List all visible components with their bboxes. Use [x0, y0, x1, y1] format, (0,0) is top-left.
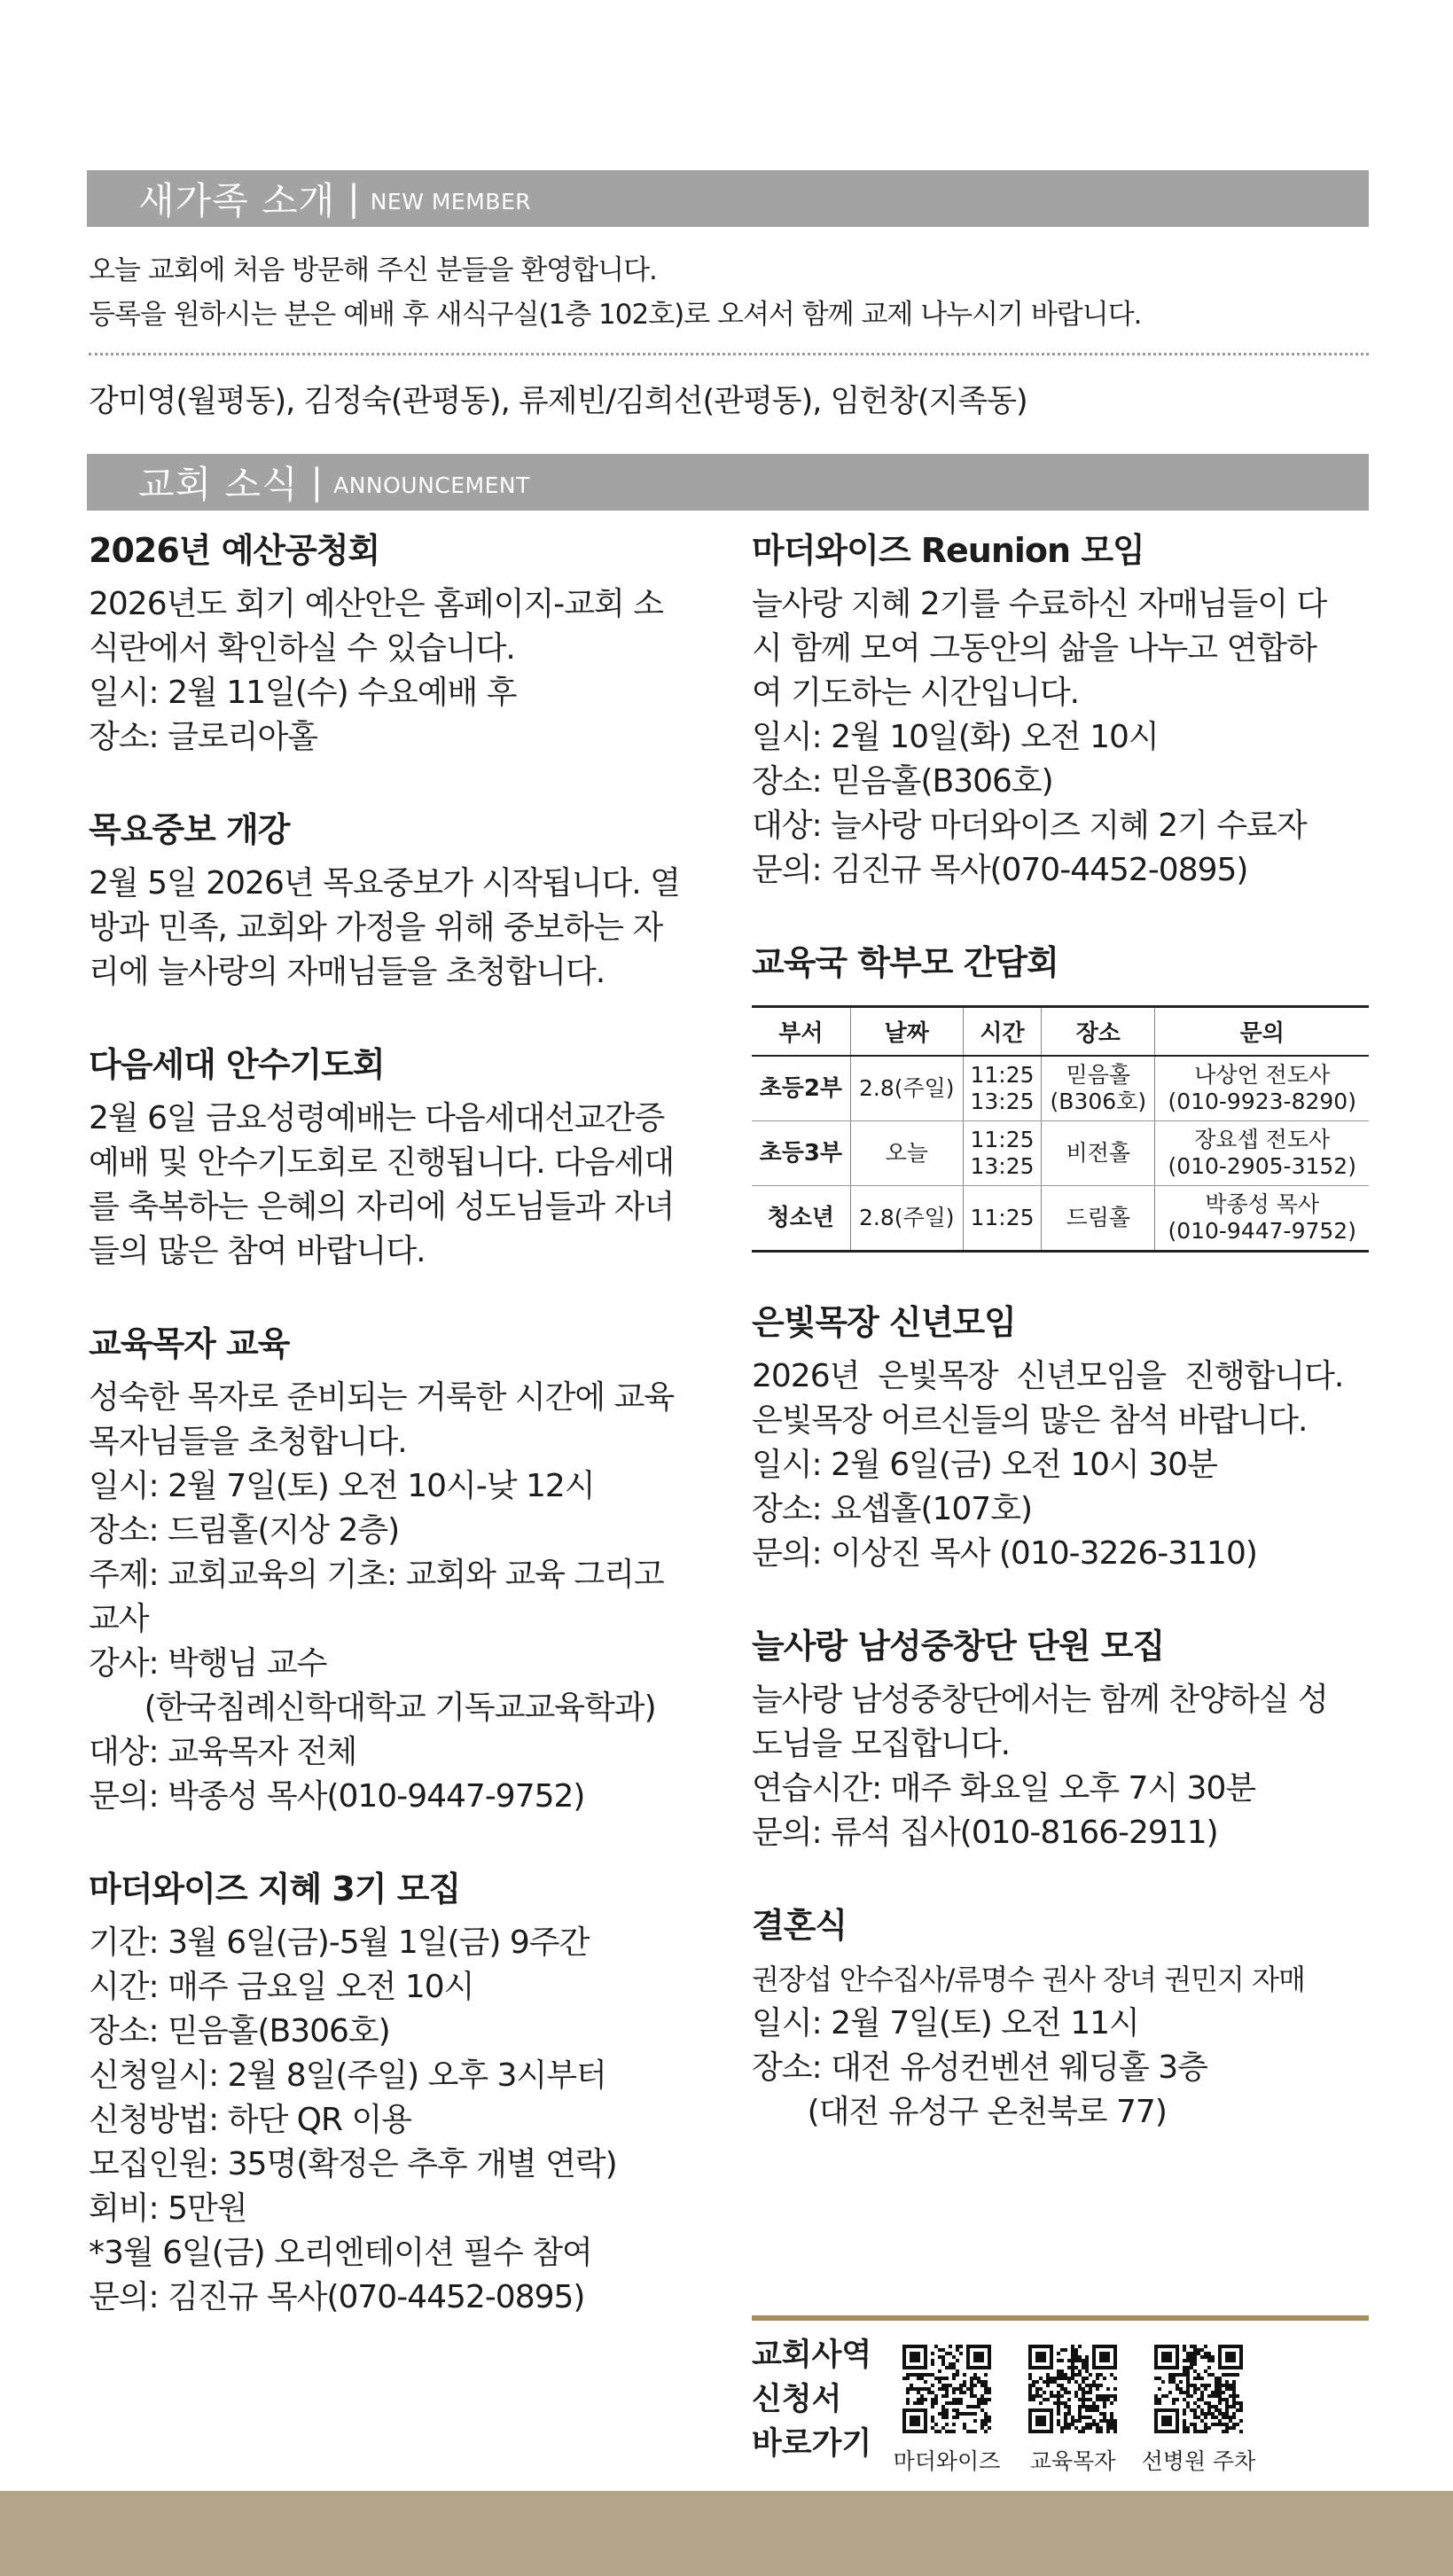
section-line: 여 기도하는 시간입니다. [752, 675, 1080, 711]
section-title: 교육국 학부모 간담회 [752, 943, 1059, 982]
qr-label-line: 교회사역 [752, 2338, 872, 2373]
table-cell-time: 11:25 [963, 1186, 1041, 1252]
new-member-header [87, 170, 1369, 227]
qr-label [752, 2333, 871, 2466]
section-line: 신청방법: 하단 QR 이용 [89, 2102, 412, 2138]
table-cell-date: 2.8(주일) [850, 1056, 963, 1121]
section-line: 도님을 모집합니다. [752, 1726, 1011, 1762]
section-line: 장소: 믿음홀(B306호) [89, 2013, 390, 2049]
section-line: 성숙한 목자로 준비되는 거룩한 시간에 교육 [89, 1379, 675, 1416]
table-cell-dept: 초등3부 [752, 1121, 850, 1186]
right-column [752, 527, 1381, 2182]
edu-table [752, 1005, 1369, 1253]
header-separator: | [310, 462, 324, 503]
intro-line: 오늘 교회에 처음 방문해 주신 분들을 환영합니다. [89, 254, 657, 286]
section-line: 시간: 매주 금요일 오전 10시 [89, 1969, 474, 2005]
announcement-title-en: ANNOUNCEMENT [333, 472, 530, 498]
section-line: 들의 많은 참여 바랍니다. [89, 1233, 426, 1269]
section-title: 2026년 예산공청회 [89, 531, 380, 570]
section-line: 일시: 2월 10일(화) 오전 10시 [752, 719, 1159, 755]
section-title: 결혼식 [752, 1906, 848, 1945]
intro-line: 등록을 원하시는 분은 예배 후 새식구실(1층 102호)로 오셔서 함께 교제 나누시기 바랍니다. [89, 299, 1142, 331]
announcement-section [89, 527, 718, 760]
table-cell-place: 믿음홀 (B306호) [1042, 1056, 1155, 1121]
section-line: 장소: 요셉홀(107호) [752, 1491, 1033, 1527]
table-cell-contact: 박종성 목사 (010-9447-9752) [1155, 1186, 1369, 1252]
section-line: *3월 6일(금) 오리엔테이션 필수 참여 [89, 2235, 592, 2271]
section-title: 다음세대 안수기도회 [89, 1045, 385, 1084]
section-line: 주제: 교회교육의 기초: 교회와 교육 그리고 [89, 1557, 664, 1593]
section-line: 은빛목장 어르신들의 많은 참석 바랍니다. [752, 1402, 1308, 1439]
table-cell-date: 오늘 [850, 1121, 963, 1186]
qr-code-edu-shepherd[interactable] [1028, 2345, 1117, 2433]
section-line: 일시: 2월 6일(금) 오전 10시 30분 [752, 1447, 1217, 1483]
announcement-section [89, 807, 718, 995]
section-line: 예배 및 안수기도회로 진행됩니다. 다음세대 [89, 1144, 675, 1181]
announcement-section [752, 1300, 1381, 1576]
section-line: 리에 늘사랑의 자매님들을 초청합니다. [89, 954, 605, 990]
section-line: 늘사랑 남성중창단에서는 함께 찬양하실 성 [752, 1682, 1328, 1718]
table-cell-date: 2.8(주일) [850, 1186, 963, 1252]
section-line: 장소: 믿음홀(B306호) [752, 763, 1053, 800]
edu-table-section [752, 940, 1381, 1253]
section-title: 마더와이즈 Reunion 모임 [752, 531, 1144, 570]
qr-code-motherwise[interactable] [902, 2345, 991, 2433]
announcement-section [752, 1623, 1381, 1855]
new-member-list: 강미영(월평동), 김정숙(관평동), 류제빈/김희선(관평동), 임헌창(지족동) [89, 384, 1027, 419]
section-line: 장소: 드림홀(지상 2층) [89, 1512, 400, 1549]
table-cell-dept: 초등2부 [752, 1056, 850, 1121]
section-line: 대상: 교육목자 전체 [89, 1734, 357, 1770]
section-title: 은빛목장 신년모임 [752, 1303, 1016, 1342]
table-header: 문의 [1155, 1007, 1369, 1057]
section-line: 2026년 은빛목장 신년모임을 진행합니다. [752, 1358, 1344, 1394]
table-row [752, 1121, 1369, 1186]
section-line: 권장섭 안수집사/류명수 권사 장녀 권민지 자매 [752, 1963, 1305, 1996]
section-line: (대전 유성구 온천북로 77) [752, 2094, 1167, 2130]
dotted-divider [89, 353, 1369, 355]
section-line: 기간: 3월 6일(금)-5월 1일(금) 9주간 [89, 1924, 590, 1961]
section-line: 문의: 이상진 목사 (010-3226-3110) [752, 1535, 1257, 1572]
section-line: 대상: 늘사랑 마더와이즈 지혜 2기 수료자 [752, 808, 1307, 844]
announcement-section [89, 1321, 718, 1819]
table-row [752, 1056, 1369, 1121]
section-line: 시 함께 모여 그동안의 삶을 나누고 연합하 [752, 630, 1316, 667]
section-line: 목자님들을 초청합니다. [89, 1424, 407, 1460]
section-line: 장소: 대전 유성컨벤션 웨딩홀 3층 [752, 2049, 1207, 2086]
announcement-title: 교회 소식 [138, 463, 299, 506]
qr-code-parking[interactable] [1154, 2345, 1243, 2433]
section-line: (한국침례신학대학교 기독교교육학과) [89, 1690, 656, 1726]
section-title: 목요중보 개강 [89, 810, 290, 849]
section-line: 문의: 김진규 목사(070-4452-0895) [89, 2279, 585, 2315]
section-line: 장소: 글로리아홀 [89, 719, 318, 755]
table-header: 날짜 [850, 1007, 963, 1057]
qr-caption: 교육목자 [1029, 2448, 1116, 2474]
announcement-section [752, 527, 1381, 893]
section-title: 늘사랑 남성중창단 단원 모집 [752, 1627, 1165, 1666]
section-line: 식란에서 확인하실 수 있습니다. [89, 630, 515, 667]
section-line: 늘사랑 지혜 2기를 수료하신 자매님들이 다 [752, 586, 1327, 622]
table-header: 장소 [1042, 1007, 1155, 1057]
section-line: 일시: 2월 11일(수) 수요예배 후 [89, 675, 517, 711]
section-line: 연습시간: 매주 화요일 오후 7시 30분 [752, 1770, 1256, 1807]
section-line: 2026년도 회기 예산안은 홈페이지-교회 소 [89, 586, 664, 622]
section-title: 교육목자 교육 [89, 1324, 290, 1363]
gold-rule [752, 2315, 1369, 2321]
section-line: 문의: 류석 집사(010-8166-2911) [752, 1815, 1218, 1851]
announcement-section [752, 1902, 1381, 2135]
announcement-header [87, 454, 1369, 511]
table-cell-place: 드림홀 [1042, 1186, 1155, 1252]
section-line: 를 축복하는 은혜의 자리에 성도님들과 자녀 [89, 1189, 675, 1225]
section-line: 강사: 박행님 교수 [89, 1645, 327, 1682]
header-separator: | [348, 178, 360, 219]
section-line: 2월 6일 금요성령예배는 다음세대선교간증 [89, 1100, 665, 1136]
table-cell-time: 11:25 13:25 [963, 1121, 1041, 1186]
section-line: 회비: 5만원 [89, 2190, 247, 2227]
section-line: 일시: 2월 7일(토) 오전 11시 [752, 2005, 1139, 2041]
section-line: 문의: 김진규 목사(070-4452-0895) [752, 852, 1248, 888]
qr-caption: 마더와이즈 [893, 2448, 1001, 2474]
announcement-section [89, 1866, 718, 2320]
qr-label-line: 신청서 [752, 2382, 842, 2417]
left-column [89, 527, 718, 2367]
section-line: 2월 5일 2026년 목요중보가 시작됩니다. 열 [89, 865, 680, 902]
new-member-title-en: NEW MEMBER [370, 188, 532, 215]
new-member-title: 새가족 소개 [138, 179, 336, 222]
section-line: 방과 민족, 교회와 가정을 위해 중보하는 자 [89, 909, 663, 946]
table-cell-contact: 나상언 전도사 (010-9923-8290) [1155, 1056, 1369, 1121]
table-cell-dept: 청소년 [752, 1186, 850, 1252]
section-line: 신청일시: 2월 8일(주일) 오후 3시부터 [89, 2057, 606, 2094]
section-title: 마더와이즈 지혜 3기 모집 [89, 1870, 461, 1909]
section-line: 교사 [89, 1601, 149, 1637]
section-line: 문의: 박종성 목사(010-9447-9752) [89, 1778, 585, 1815]
table-cell-place: 비전홀 [1042, 1121, 1155, 1186]
footer-band [0, 2491, 1453, 2576]
table-header: 시간 [963, 1007, 1041, 1057]
section-line: 일시: 2월 7일(토) 오전 10시-낮 12시 [89, 1468, 595, 1504]
table-row [752, 1186, 1369, 1252]
table-header: 부서 [752, 1007, 850, 1057]
qr-caption: 선병원 주차 [1141, 2448, 1256, 2474]
announcement-section [89, 1042, 718, 1274]
table-cell-time: 11:25 13:25 [963, 1056, 1041, 1121]
qr-label-line: 바로가기 [752, 2426, 872, 2462]
new-member-intro [89, 248, 1142, 337]
table-cell-contact: 장요셉 전도사 (010-2905-3152) [1155, 1121, 1369, 1186]
section-line: 모집인원: 35명(확정은 추후 개별 연락) [89, 2146, 617, 2182]
